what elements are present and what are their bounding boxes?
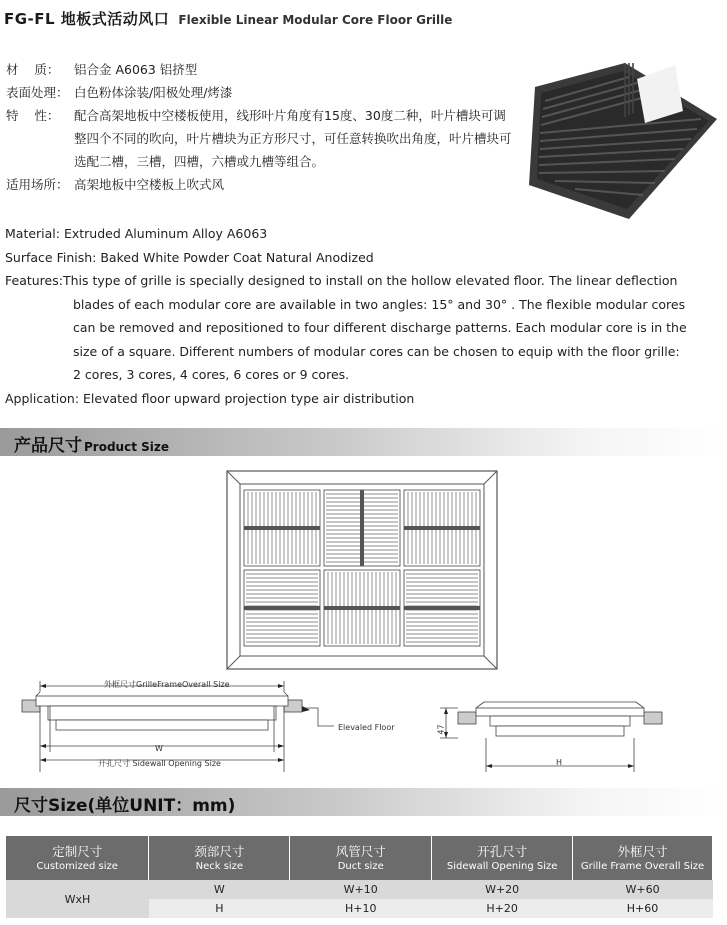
product-size-title-en: Product Size: [84, 440, 169, 454]
cn-spec-label: 适用场所：: [6, 177, 69, 192]
table-cell: H: [149, 899, 290, 918]
table-cell: H+10: [290, 899, 432, 918]
cn-spec-label: 表面处理：: [6, 85, 69, 100]
product-size-title: [14, 431, 169, 456]
cn-spec-material: [6, 58, 518, 81]
cn-spec-label: 特 性：: [6, 108, 60, 123]
table-cell: W: [149, 880, 290, 899]
table-cell: W+20: [432, 880, 573, 899]
english-specs: [5, 222, 725, 410]
cn-spec-features: [6, 104, 518, 173]
header-duct: 风管尺寸 Duct size: [290, 836, 432, 880]
table-header-row: [6, 836, 713, 880]
size-table-header: [0, 788, 727, 816]
en-material: Material: Extruded Aluminum Alloy A6063: [5, 226, 268, 241]
en-features-line: size of a square. Different numbers of modular cores can be chosen to equip with the floor grille:: [73, 343, 680, 359]
page-title: [4, 8, 452, 29]
header-neck: 颈部尺寸 Neck size: [149, 836, 290, 880]
title-model: FG-FL 地板式活动风口: [4, 10, 170, 28]
table-cell: W+60: [573, 880, 713, 899]
table-cell: H+60: [573, 899, 713, 918]
table-row: [6, 880, 713, 899]
en-features-label: Features:: [5, 273, 63, 288]
chinese-specs: [6, 58, 518, 196]
frame-size-label: 外框尺寸GrilleFrameOverall Size: [104, 680, 230, 689]
table-cell: W+10: [290, 880, 432, 899]
header-frame: 外框尺寸 Grille Frame Overall Size: [573, 836, 713, 880]
size-table-title: 尺寸Size(单位UNIT：mm): [14, 796, 236, 816]
w-dimension-label: W: [155, 744, 163, 753]
en-features-line: This type of grille is specially designed to install on the hollow elevated floor. The linear deflection: [62, 273, 678, 288]
header-opening: 开孔尺寸 Sidewall Opening Size: [432, 836, 573, 880]
product-size-title-cn: 产品尺寸: [14, 436, 82, 456]
en-application: Application: Elevated floor upward projection type air distribution: [5, 390, 415, 406]
front-view-drawing: [226, 470, 498, 670]
en-features-line: can be removed and repositioned to four different discharge patterns. Each modular core is in the: [73, 320, 687, 335]
cn-spec-finish: [6, 81, 518, 104]
product-photo: [525, 57, 721, 225]
size-table: [6, 836, 713, 918]
en-features-line: 2 cores, 3 cores, 4 cores, 6 cores or 9 cores.: [73, 367, 350, 382]
cn-spec-text: 铝合金 A6063 铝挤型: [74, 62, 198, 77]
product-size-header: [0, 428, 727, 456]
en-finish: Surface Finish: Baked White Powder Coat Natural Anodized: [5, 249, 374, 265]
cn-spec-text: 配合高架地板中空楼板使用，线形叶片角度有15度、30度二种，叶片槽块可调整四个不同的吹向，叶片槽块为正方形尺寸，可任意转换吹出角度，叶片槽块可选配二槽，三槽，四槽，六槽或九槽等组合。: [74, 108, 512, 169]
header-customized: 定制尺寸 Customized size: [6, 836, 149, 880]
opening-size-label: 开孔尺寸 Sidewall Opening Size: [98, 759, 221, 768]
elevated-floor-label: Elevaled Floor: [338, 723, 395, 732]
en-features: [5, 269, 725, 293]
cn-spec-label: 材 质：: [6, 62, 60, 77]
cn-spec-text: 白色粉体涂装/阳极处理/烤漆: [74, 85, 233, 100]
title-english: Flexible Linear Modular Core Floor Grille: [178, 13, 453, 27]
cell-custom: WxH: [6, 880, 149, 918]
cn-spec-application: [6, 173, 518, 196]
en-features-line: blades of each modular core are available in two angles: 15° and 30° . The flexible modular cores: [73, 296, 686, 312]
table-cell: H+20: [432, 899, 573, 918]
h47-dimension-label: 47: [436, 724, 446, 735]
cn-spec-text: 高架地板中空楼板上吹式风: [74, 177, 225, 192]
h-dimension-label: H: [556, 758, 563, 767]
